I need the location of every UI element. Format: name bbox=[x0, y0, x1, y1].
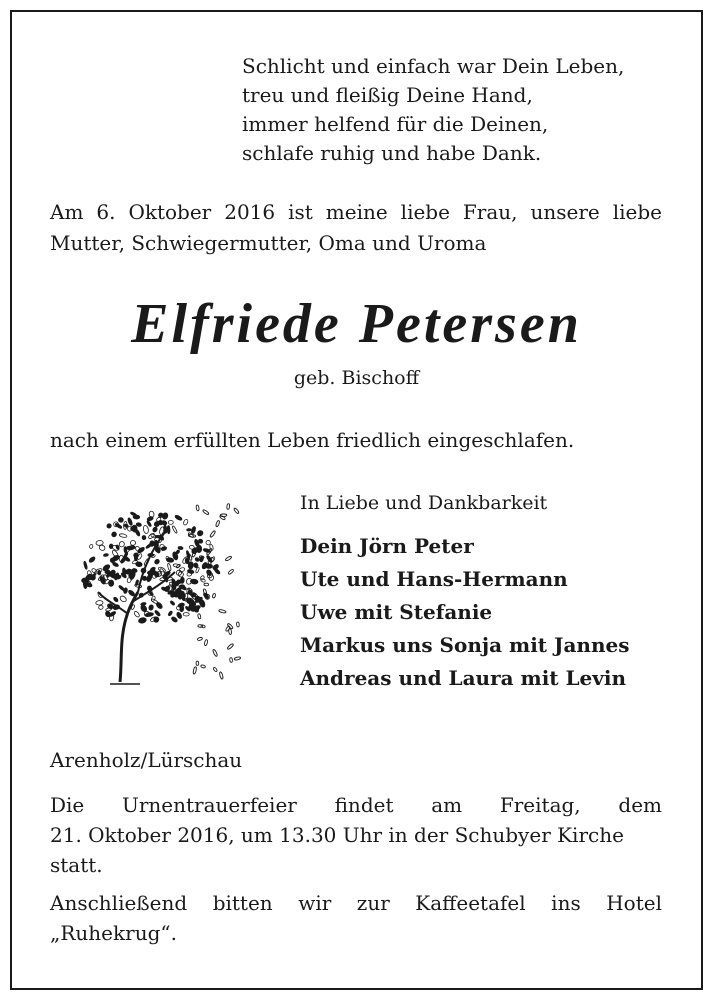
service-line: 21. Oktober 2016, um 13.30 Uhr in der Schubyer Kirche bbox=[50, 823, 624, 847]
memorial-poem bbox=[242, 52, 624, 168]
service-details bbox=[50, 790, 662, 880]
service-line: Die Urnentrauerfeier findet am Freitag, dem bbox=[50, 793, 662, 817]
place-name: Arenholz/Lürschau bbox=[50, 748, 243, 772]
service-line: statt. bbox=[50, 853, 103, 877]
poem-line: Schlicht und einfach war Dein Leben, bbox=[242, 54, 625, 78]
family-member: Markus uns Sonja mit Jannes bbox=[300, 633, 630, 657]
deceased-name: Elfriede Petersen bbox=[131, 293, 582, 355]
signoff: In Liebe und Dankbarkeit bbox=[300, 492, 548, 514]
tree-illustration bbox=[70, 492, 245, 692]
family-list bbox=[300, 530, 630, 695]
intro-text: Am 6. Oktober 2016 ist meine liebe Frau, unsere liebe Mutter, Schwiegermutter, Oma und Uroma bbox=[50, 200, 662, 255]
reception-line: Anschließend bitten wir zur Kaffeetafel ins Hotel bbox=[50, 891, 662, 915]
passing-text: nach einem erfüllten Leben friedlich eingeschlafen. bbox=[50, 428, 575, 452]
maiden-name: geb. Bischoff bbox=[293, 367, 420, 389]
reception-line: „Ruhekrug“. bbox=[50, 921, 177, 945]
family-member: Ute und Hans-Hermann bbox=[300, 567, 568, 591]
poem-line: immer helfend für die Deinen, bbox=[242, 112, 549, 136]
poem-line: treu und fleißig Deine Hand, bbox=[242, 83, 533, 107]
family-member: Uwe mit Stefanie bbox=[300, 600, 493, 624]
family-member: Andreas und Laura mit Levin bbox=[300, 666, 627, 690]
poem-line: schlafe ruhig und habe Dank. bbox=[242, 141, 542, 165]
reception-details bbox=[50, 888, 662, 948]
family-member: Dein Jörn Peter bbox=[300, 534, 474, 558]
